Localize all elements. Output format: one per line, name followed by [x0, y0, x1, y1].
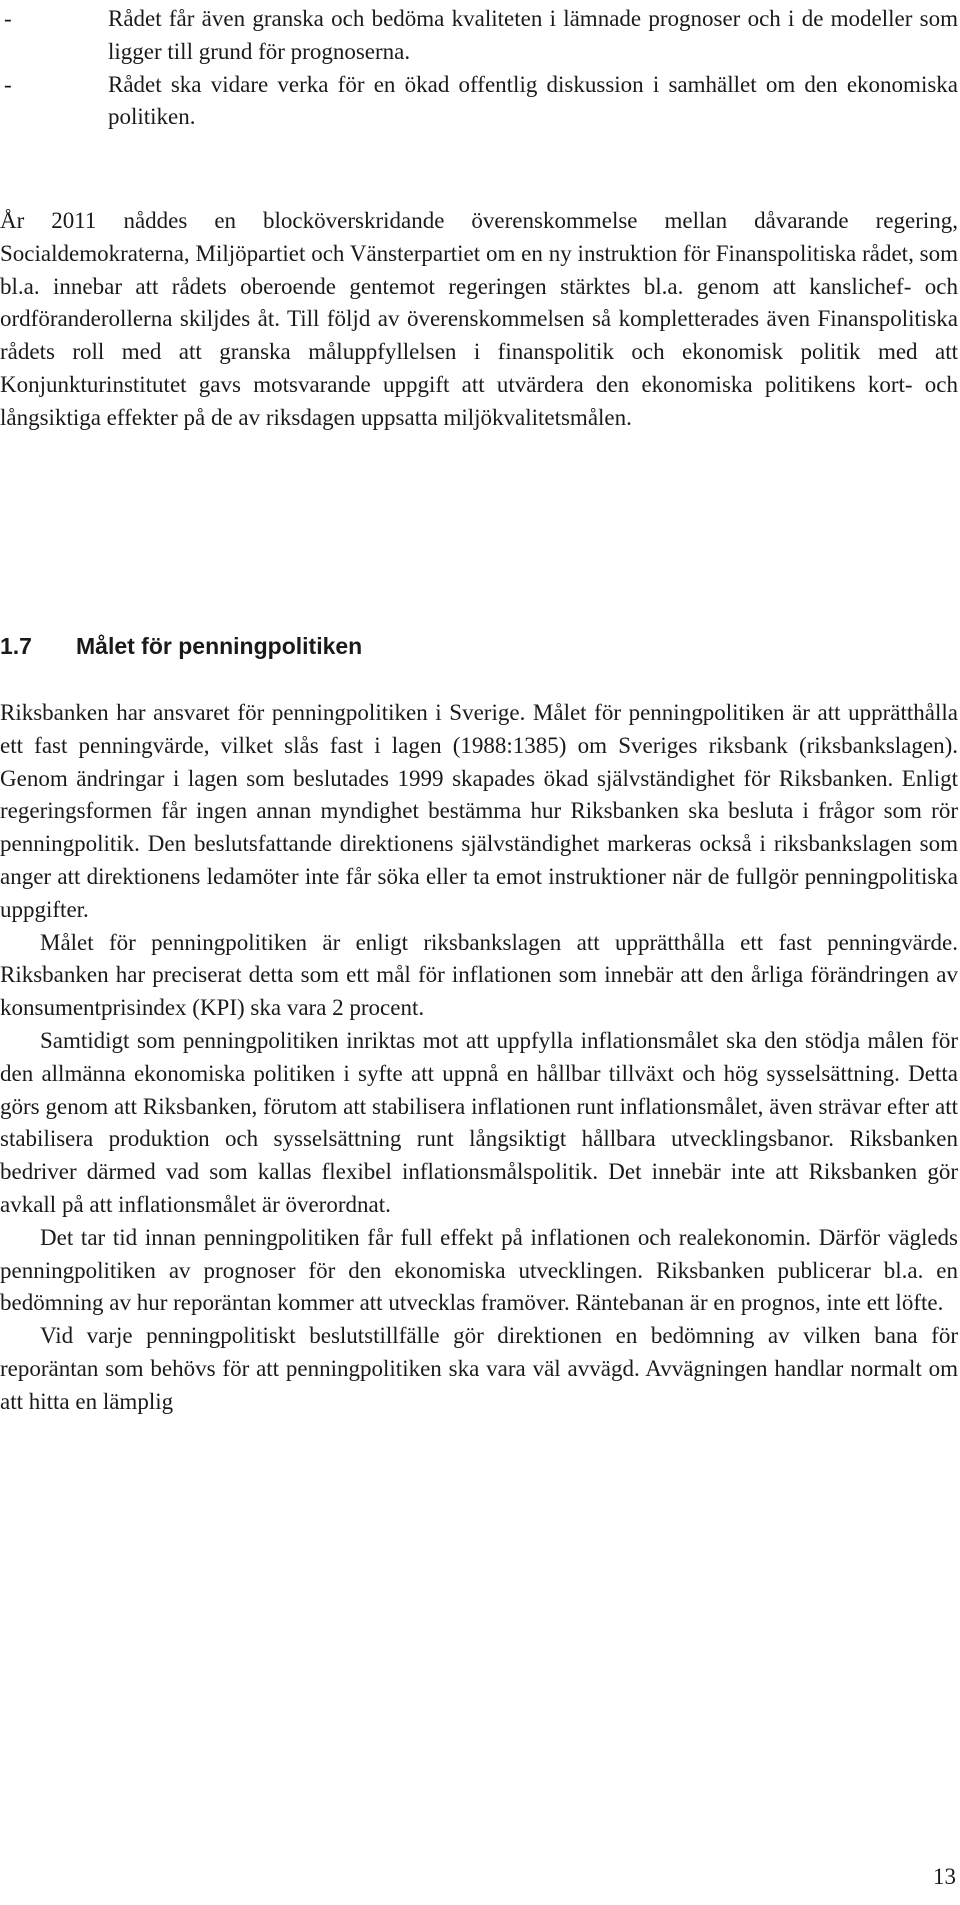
section-body — [0, 697, 958, 1419]
paragraph: Samtidigt som penningpolitiken inriktas mot att uppfylla inflationsmålet ska den stödja målen för den allmänna ekonomiska politiken i syfte att uppnå en hållbar tillväxt och hög sysselsättning. Detta görs genom att Riksbanken, förutom att stabilisera inflationen runt inflationsmålet, även strävar efter att stabilisera produktion och sysselsättning runt långsiktigt hållbara utvecklingsbanor. Riksbanken bedriver därmed vad som kallas flexibel inflationsmålspolitik. Det innebär inte att Riksbanken gör avkall på att inflationsmålet är överordnat. — [0, 1027, 958, 1217]
bullet-text: Rådet får även granska och bedöma kvaliteten i lämnade prognoser och i de modeller som ligger till grund för prognoserna. — [108, 6, 958, 64]
paragraph: Målet för penningpolitiken är enligt riksbankslagen att upprätthålla ett fast penningvärde. Riksbanken har preciserat detta som ett mål för inflationen som innebär att den årliga förändringen av konsumentprisindex (KPI) ska vara 2 procent. — [0, 929, 958, 1021]
page-number: 13 — [933, 1864, 956, 1889]
paragraph: Det tar tid innan penningpolitiken får full effekt på inflationen och realekonomin. Därför vägleds penningpolitiken av prognoser för den ekonomiska utvecklingen. Riksbanken publicerar bl.a. en bedömning av hur reporäntan kommer att utvecklas framöver. Räntebanan är en prognos, inte ett löfte. — [0, 1224, 958, 1316]
bullet-marker: - — [4, 71, 12, 97]
bullet-item — [0, 3, 958, 69]
bullet-marker: - — [4, 6, 12, 31]
bullet-list — [0, 3, 958, 134]
paragraph: Riksbanken har ansvaret för penningpolitiken i Sverige. Målet för penningpolitiken är att upprätthålla ett fast penningvärde, vilket slås fast i lagen (1988:1385) om Sveriges riksbank (riksbankslagen). Genom ändringar i lagen som beslutades 1999 skapades ökad självständighet för Riksbanken. Enligt regeringsformen får ingen annan myndighet bestämma hur Riksbanken ska besluta i frågor som rör penningpolitik. Den beslutsfattande direktionens självständighet markeras också i riksbankslagen som anger att direktionens ledamöter inte får söka eller ta emot instruktioner när de fullgör penningpolitiska uppgifter. — [0, 700, 958, 922]
section-number: 1.7 — [0, 633, 32, 659]
section-heading — [0, 630, 362, 662]
bullet-item — [0, 69, 958, 135]
section-title: Målet för penningpolitiken — [76, 633, 363, 659]
bullet-text: Rådet ska vidare verka för en ökad offentlig diskussion i samhället om den ekonomiska politiken. — [108, 71, 958, 130]
paragraph: År 2011 nåddes en blocköverskridande överenskommelse mellan dåvarande regering, Socialdemokraterna, Miljöpartiet och Vänsterpartiet om en ny instruktion för Finanspolitiska rådet, som bl.a. innebar att rådets oberoende gentemot regeringen stärktes bl.a. genom att kanslichef- och ordföranderollerna skiljdes åt. Till följd av överenskommelsen så kompletterades även Finanspolitiska rådets roll med att granska måluppfyllelsen i finanspolitik och ekonomisk politik med att Konjunkturinstitutet gavs motsvarande uppgift att utvärdera den ekonomiska politikens kort- och långsiktiga effekter på de av riksdagen uppsatta miljökvalitetsmålen. — [0, 208, 958, 430]
paragraph-block — [0, 205, 958, 435]
paragraph: Vid varje penningpolitiskt beslutstillfälle gör direktionen en bedömning av vilken bana för reporäntan som behövs för att penningpolitiken ska vara väl avvägd. Avvägningen handlar normalt om att hitta en lämplig — [0, 1323, 958, 1414]
